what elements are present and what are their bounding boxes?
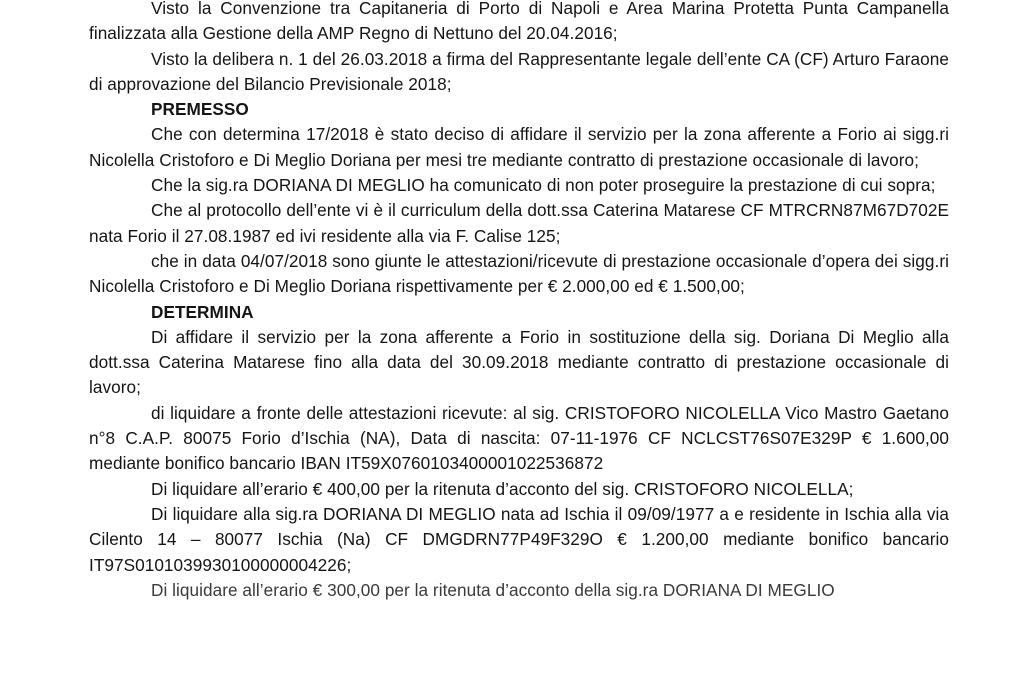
heading-premesso: PREMESSO [151,99,249,120]
paragraph-attestazioni: che in data 04/07/2018 sono giunte le attestazioni/ricevute di prestazione occasionale d’opera dei sigg.ri Nicolella Cristoforo e Di Meglio Doriana rispettivamente per € 2.000,00 ed € 1.500,00; [89,250,949,297]
paragraph-liquidazione-nicolella: di liquidare a fronte delle attestazioni ricevute: al sig. CRISTOFORO NICOLELLA Vico Mastro Gaetano n°8 C.A.P. 80075 Forio d’Ischia (NA), Data di nascita: 07-11-1976 CF NCLCST76S07E329P € 1.600,00 mediante bonifico bancario IBAN IT59X0760103400001022536872 [89,402,949,474]
heading-determina: DETERMINA [151,301,254,322]
paragraph-convenzione: Visto la Convenzione tra Capitaneria di Porto di Napoli e Area Marina Protetta Punta Campanella finalizzata alla Gestione della AMP Regno di Nettuno del 20.04.2016; [89,0,949,44]
paragraph-delibera: Visto la delibera n. 1 del 26.03.2018 a firma del Rappresentante legale dell’ente CA (CF) Arturo Faraone di approvazione del Bilancio Previsionale 2018; [89,48,949,94]
paragraph-determina-17: Che con determina 17/2018 è stato deciso di affidare il servizio per la zona afferente a Forio ai sigg.ri Nicolella Cristoforo e Di Meglio Doriana per mesi tre mediante contratto di prestazione occasionale di lavoro; [89,124,949,170]
document-body [89,0,949,603]
paragraph-di-meglio-rinuncia: Che la sig.ra DORIANA DI MEGLIO ha comunicato di non poter proseguire la prestazione di cui sopra; [151,175,936,196]
paragraph-erario-nicolella: Di liquidare all’erario € 400,00 per la ritenuta d’acconto del sig. CRISTOFORO NICOLELLA; [151,478,854,499]
paragraph-curriculum: Che al protocollo dell’ente vi è il curriculum della dott.ssa Caterina Matarese CF MTRCRN87M67D702E nata Forio il 27.08.1987 ed ivi residente alla via F. Calise 125; [89,200,949,246]
paragraph-liquidazione-di-meglio: Di liquidare alla sig.ra DORIANA DI MEGLIO nata ad Ischia il 09/09/1977 a e residente in Ischia alla via Cilento 14 – 80077 Ischia (Na) CF DMGDRN77P49F329O € 1.200,00 mediante bonifico bancario IT97S0101039930100000004226; [89,503,949,575]
paragraph-erario-di-meglio: Di liquidare all’erario € 300,00 per la ritenuta d’acconto della sig.ra DORIANA DI MEGLIO [151,579,835,600]
paragraph-affidamento: Di affidare il servizio per la zona afferente a Forio in sostituzione della sig. Doriana Di Meglio alla dott.ssa Caterina Matarese fino alla data del 30.09.2018 mediante contratto di prestazione occasionale di lavoro; [89,326,949,398]
